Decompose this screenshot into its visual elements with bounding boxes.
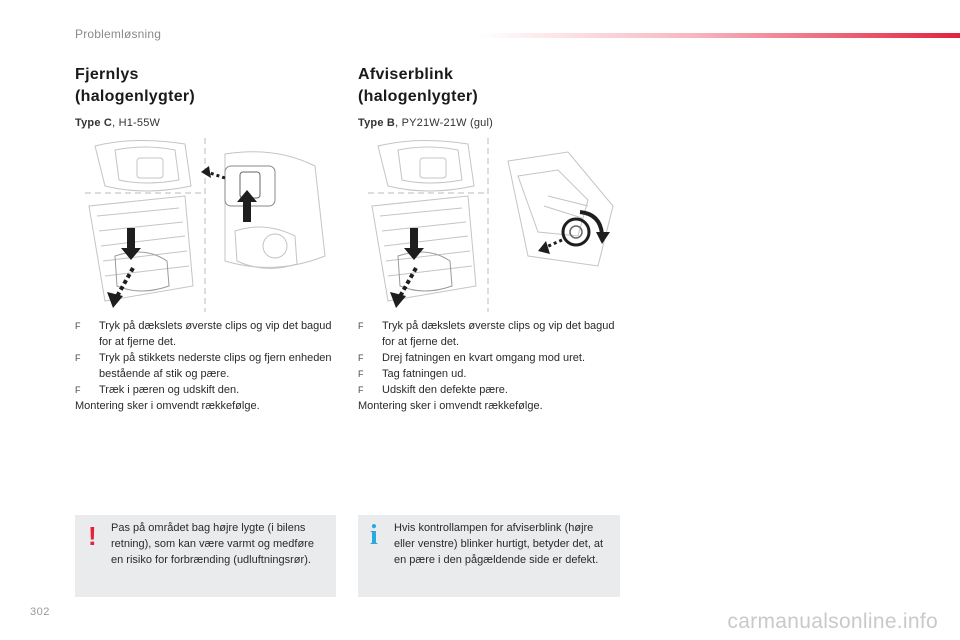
closing-note: Montering sker i omvendt rækkefølge. — [75, 400, 260, 412]
info-icon: i — [370, 520, 378, 551]
list-item: F Tag fatningen ud. — [358, 368, 467, 380]
list-item: F Udskift den defekte pære. — [358, 384, 508, 396]
high-beam-title: Fjernlys (halogenlygter) — [75, 66, 196, 105]
list-item: F Træk i pæren og udskift den. — [75, 384, 240, 396]
high-beam-steps — [75, 318, 345, 414]
header-accent-bar — [480, 33, 960, 38]
warning-icon: ! — [88, 521, 97, 551]
push-down-arrow-icon — [404, 228, 424, 260]
info-note — [358, 515, 620, 597]
watermark: carmanualsonline.info — [727, 610, 938, 633]
list-item: F Tryk på dækslets øverste clips og vip det bagud for at fjerne det. — [358, 320, 615, 348]
high-beam-bulb-type: Type C, H1-55W — [75, 117, 161, 129]
page-number: 302 — [30, 606, 50, 618]
closing-note: Montering sker i omvendt rækkefølge. — [358, 400, 543, 412]
info-text: Hvis kontrollampen for afviserblink (højre eller venstre) blinker hurtigt, betyder det, at en pære i den pågældende side er defekt. — [394, 522, 604, 566]
list-item: F Drej fatningen en kvart omgang mod uret. — [358, 352, 586, 364]
high-beam-illustration — [75, 136, 337, 314]
section-header: Problemløsning — [75, 27, 162, 41]
list-item: F Tryk på dækslets øverste clips og vip det bagud for at fjerne det. — [75, 320, 332, 348]
indicator-title: Afviserblink (halogenlygter) — [358, 66, 479, 105]
bulb-holder-icon — [563, 219, 589, 245]
section-high-beam — [75, 64, 345, 129]
section-indicator — [358, 64, 628, 129]
indicator-bulb-type: Type B, PY21W-21W (gul) — [358, 117, 494, 129]
warning-text: Pas på området bag højre lygte (i bilens retning), som kan være varmt og medføre en risiko for forbrænding (udluftningsrør). — [111, 522, 314, 566]
indicator-steps — [358, 318, 628, 414]
indicator-illustration — [358, 136, 620, 314]
push-down-arrow-icon — [121, 228, 141, 260]
warning-note — [75, 515, 336, 597]
list-item: F Tryk på stikkets nederste clips og fjern enheden bestående af stik og pære. — [75, 352, 332, 380]
